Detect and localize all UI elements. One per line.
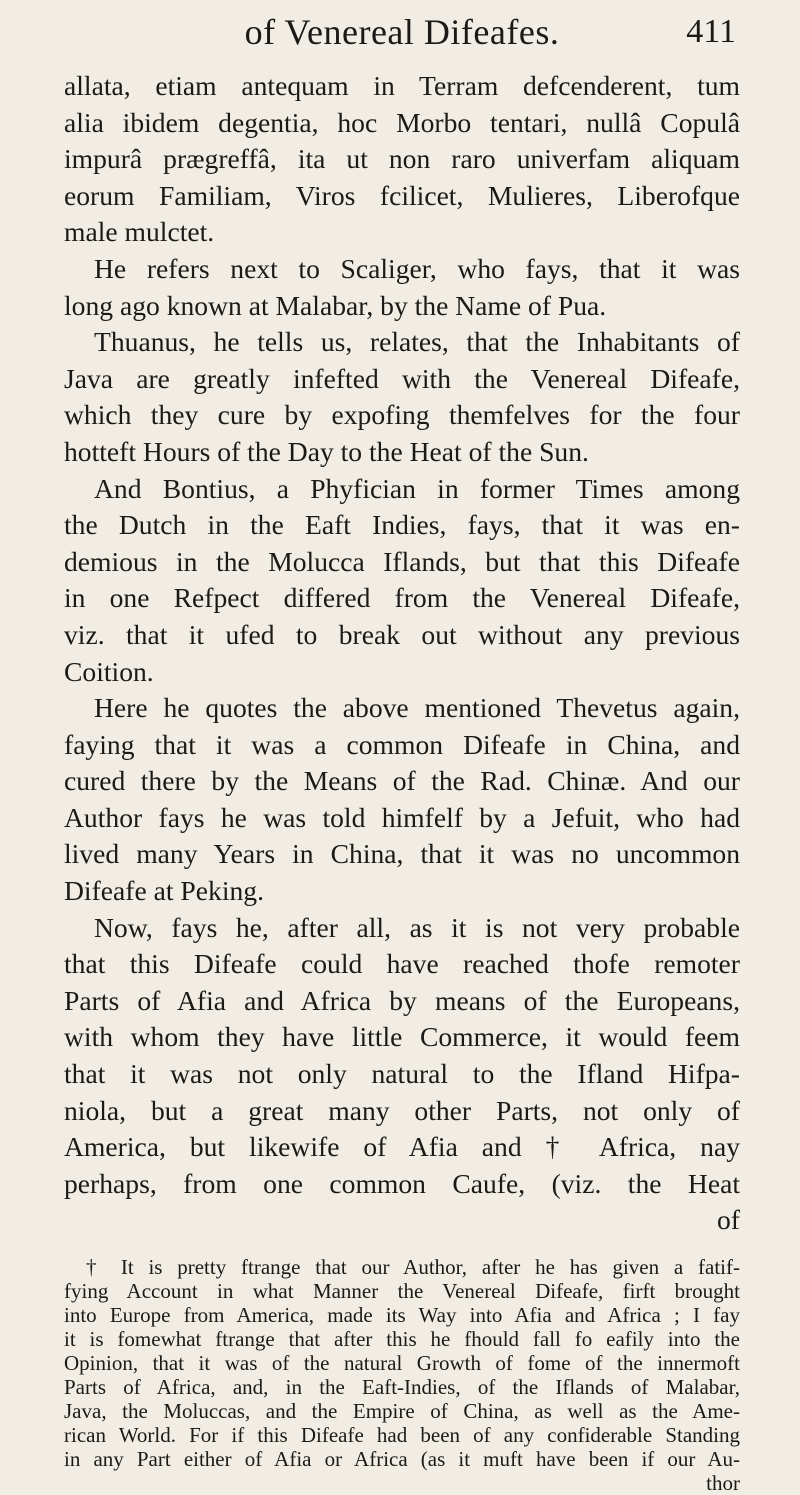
text-line: He refers next to Scaliger, who fays, that it was <box>94 252 740 284</box>
text-line: in one Refpect differed from the Venereal Difeafe, <box>64 582 740 614</box>
text-line: viz. that it ufed to break out without any previous <box>64 618 740 650</box>
text-line: hotteft Hours of the Day to the Heat of the Sun. <box>64 435 589 467</box>
page-number: 411 <box>686 13 736 50</box>
footnote-line: into Europe from America, made its Way into Afia and Africa ; I fay <box>64 1303 740 1327</box>
text-line: allata, etiam antequam in Terram defcenderent, tum <box>64 70 740 101</box>
text-line: Java are greatly infefted with the Venereal Difeafe, <box>64 362 740 394</box>
text-line: demious in the Molucca Iflands, but that this Difeafe <box>64 545 740 577</box>
text-line: Thuanus, he tells us, relates, that the Inhabitants of <box>94 326 740 358</box>
text-line: the Dutch in the Eaft Indies, fays, that it was en- <box>64 509 740 541</box>
footnote-line: Java, the Moluccas, and the Empire of China, as well as the Ame- <box>64 1399 740 1423</box>
footnote-catchword: thor <box>706 1471 740 1495</box>
running-title: of Venereal Difeafes. <box>244 12 560 52</box>
text-line: long ago known at Malabar, by the Name of Pua. <box>64 289 607 321</box>
text-line: which they cure by expofing themfelves for the four <box>64 399 740 431</box>
footnote-line: † It is pretty ftrange that our Author, after he has given a fatif- <box>86 1255 740 1279</box>
text-line: male mulctet. <box>64 216 215 248</box>
text-line: lived many Years in China, that it was no uncommon <box>64 838 740 870</box>
text-line: eorum Familiam, Viros fcilicet, Mulieres, Liberofque <box>64 179 740 211</box>
catchword: of <box>717 1204 740 1236</box>
text-line: with whom they have little Commerce, it would feem <box>64 1021 740 1053</box>
running-head <box>64 0 740 64</box>
footnote-line: it is fomewhat ftrange that after this he fhould fall fo eafily into the <box>64 1327 740 1351</box>
footnote <box>64 1255 740 1495</box>
footnote-line: rican World. For if this Difeafe had been of any confiderable Standing <box>64 1423 740 1447</box>
footnote-line: fying Account in what Manner the Venereal Difeafe, firft brought <box>64 1279 740 1303</box>
text-line: Here he quotes the above mentioned Thevetus again, <box>94 692 740 724</box>
footnote-line: Parts of Africa, and, in the Eaft-Indies, of the Iflands of Malabar, <box>64 1375 740 1399</box>
text-line: cured there by the Means of the Rad. Chinæ. And our <box>64 765 740 797</box>
text-line: niola, but a great many other Parts, not only of <box>64 1094 740 1126</box>
text-line: And Bontius, a Phyfician in former Times among <box>94 472 740 504</box>
text-line: Coition. <box>64 655 154 687</box>
text-line: Author fays he was told himfelf by a Jefuit, who had <box>64 801 740 833</box>
text-line: faying that it was a common Difeafe in China, and <box>64 728 740 760</box>
text-line: Parts of Afia and Africa by means of the Europeans, <box>64 984 740 1016</box>
text-line: alia ibidem degentia, hoc Morbo tentari, nullâ Copulâ <box>64 106 740 138</box>
text-line: that this Difeafe could have reached thofe remoter <box>64 948 740 980</box>
footnote-line: Opinion, that it was of the natural Growth of fome of the innermoft <box>64 1351 740 1375</box>
footnote-line: in any Part either of Afia or Africa (as it muft have been if our Au- <box>64 1447 740 1471</box>
text-line: that it was not only natural to the Ifland Hifpa- <box>64 1058 740 1090</box>
text-line: Now, fays he, after all, as it is not very probable <box>94 911 740 943</box>
text-line: impurâ prægreffâ, ita ut non raro univerfam aliquam <box>64 143 740 175</box>
main-text <box>64 68 740 1239</box>
text-line: perhaps, from one common Caufe, (viz. the Heat <box>64 1167 740 1199</box>
text-line: Difeafe at Peking. <box>64 875 264 907</box>
text-line: America, but likewife of Afia and † Africa, nay <box>64 1131 740 1163</box>
